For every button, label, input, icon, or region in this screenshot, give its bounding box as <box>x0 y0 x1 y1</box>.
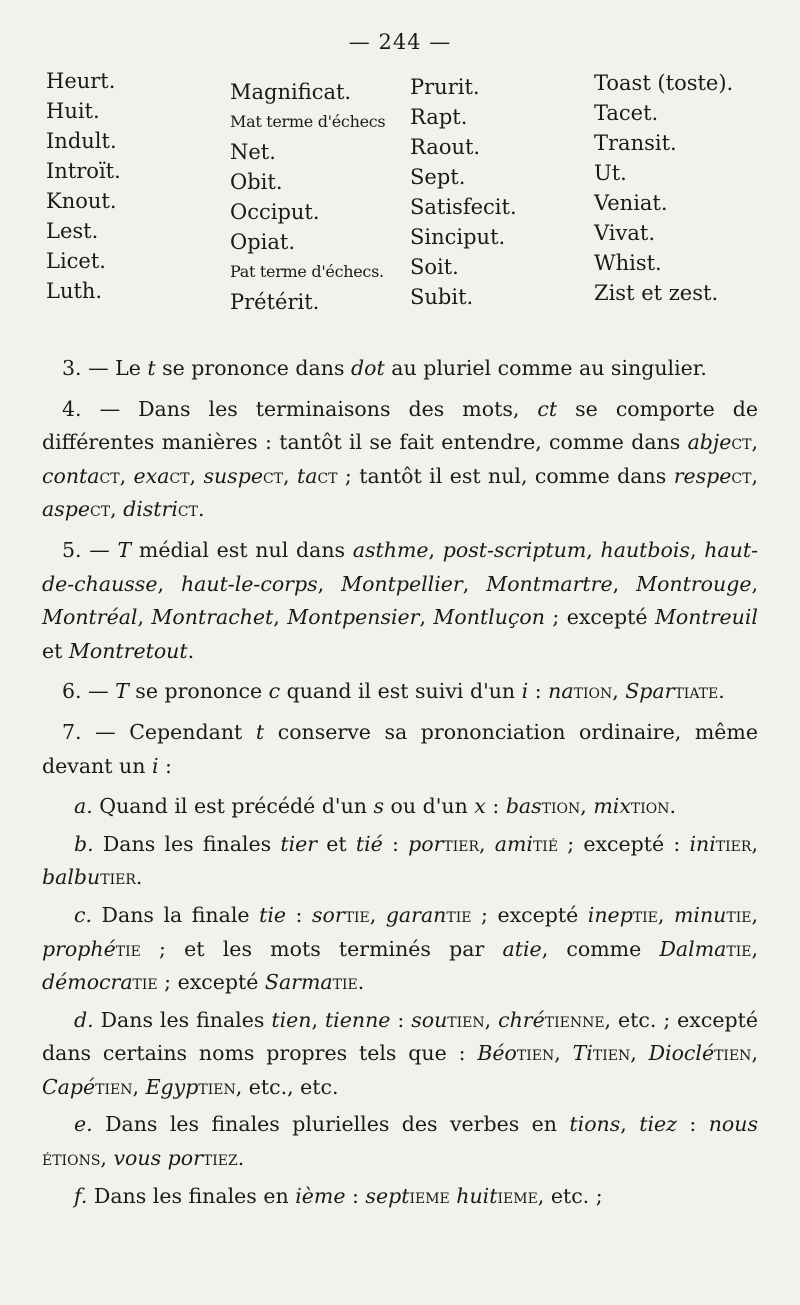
example-ending: tion <box>573 679 613 704</box>
text: , etc. ; excepté dans certains noms propres tels que : <box>42 1007 758 1066</box>
example-word: na <box>548 679 574 704</box>
example-word: Sarma <box>264 970 333 995</box>
letter: t <box>147 356 156 380</box>
example-word: Ti <box>572 1041 593 1066</box>
example-word: Montrouge <box>636 571 752 596</box>
text: Dans les finales en <box>87 1183 296 1208</box>
word-entry: Prétérit. <box>230 290 320 314</box>
rule-7f <box>42 1180 758 1214</box>
text: conserve sa prononciation ordinaire, même devant un <box>42 719 758 778</box>
text: 5. — <box>62 537 118 562</box>
text: , <box>630 1041 649 1066</box>
example-ending: tie <box>726 902 752 927</box>
text: quand il est suivi d'un <box>280 679 522 704</box>
example-ending: ct <box>317 463 338 488</box>
sub-label: d. <box>74 1007 94 1032</box>
text: , <box>119 463 134 488</box>
example-word: Montretout <box>68 638 188 663</box>
rule-7c <box>42 899 758 1000</box>
text: , <box>311 1007 325 1032</box>
example-word: Montpensier <box>287 605 420 630</box>
example-word: hautbois <box>600 537 690 562</box>
text: : <box>286 902 312 927</box>
word-entry: Satisfecit. <box>410 195 517 219</box>
letter: i <box>151 753 159 778</box>
word-entry: Sept. <box>410 165 466 189</box>
word-entry: Soit. <box>410 255 459 279</box>
example-ending: tie <box>132 970 158 995</box>
example-word: minu <box>673 902 727 927</box>
example-word: Capé <box>42 1074 96 1099</box>
word-entry: Tacet. <box>594 101 659 125</box>
letter: s <box>373 794 385 819</box>
example-word: Dalma <box>659 936 727 961</box>
rule-7b <box>42 828 758 895</box>
letter: i <box>521 679 529 704</box>
example-word: Egyp <box>145 1074 199 1099</box>
text: Dans la finale <box>92 902 260 927</box>
example-ending: ct <box>262 463 284 488</box>
example-word: garan <box>385 902 447 927</box>
text: , comme <box>541 936 660 961</box>
text: : <box>485 794 506 819</box>
example-word: Montreuil <box>654 605 758 630</box>
text: Quand il est précédé d'un <box>92 794 374 819</box>
example-ending: ct <box>90 497 111 522</box>
text: Dans les finales <box>93 831 281 856</box>
text: au pluriel comme au singulier. <box>384 356 707 380</box>
example-word: conta <box>42 463 100 488</box>
example-ending: tienne <box>544 1007 605 1032</box>
letter: ct <box>537 396 558 421</box>
rule-6 <box>42 675 758 709</box>
example-ending: tie <box>726 936 752 961</box>
word-entry: Pat terme d'échecs. <box>230 262 384 281</box>
word-entry: Toast (toste). <box>594 71 734 95</box>
text: : <box>345 1183 366 1208</box>
example-word: Béo <box>477 1041 517 1066</box>
text: , <box>137 605 152 630</box>
text: se prononce <box>128 679 269 704</box>
example-ending: ieme <box>409 1183 450 1208</box>
text: : <box>676 1112 709 1137</box>
text: , <box>132 1074 146 1099</box>
sub-label: f. <box>74 1183 88 1208</box>
word-entry: Introït. <box>46 159 121 183</box>
example-ending: tie <box>446 902 472 927</box>
text: ou d'un <box>384 794 475 819</box>
text: , <box>419 605 434 630</box>
sub-label: b. <box>74 831 94 856</box>
text: . <box>669 794 677 819</box>
text: ; excepté <box>544 605 655 630</box>
example-ending: tien <box>95 1074 133 1099</box>
text: , <box>157 571 181 596</box>
text: ; et les mots terminés par <box>140 936 503 961</box>
word-entry: Ut. <box>594 161 627 185</box>
word-entry: Occiput. <box>230 200 320 224</box>
example-word: exa <box>133 463 170 488</box>
example-word: Montmartre <box>486 571 613 596</box>
example-ending: tié <box>532 831 559 856</box>
example-word: tienne <box>324 1007 391 1032</box>
text: et <box>42 638 69 663</box>
text: , <box>580 794 594 819</box>
letter: t <box>255 719 265 744</box>
text: , <box>479 831 495 856</box>
example-word: prophé <box>42 936 116 961</box>
example-word: aspe <box>42 497 90 522</box>
example-word: huit <box>456 1183 498 1208</box>
word-entry: Heurt. <box>46 69 116 93</box>
word-entry: Net. <box>230 140 276 164</box>
text: . <box>135 865 143 890</box>
word-entry: Raout. <box>410 135 481 159</box>
rule-4 <box>42 393 758 527</box>
page-number: — 244 — <box>348 30 452 54</box>
text: , <box>620 1112 640 1137</box>
example-word: tie <box>259 902 287 927</box>
example-word: Montluçon <box>433 605 545 630</box>
sub-label: e. <box>74 1112 93 1137</box>
text: , <box>751 430 758 455</box>
text: , <box>586 537 601 562</box>
rule-7a <box>42 790 758 824</box>
example-word: respe <box>673 463 732 488</box>
word-entry: Transit. <box>594 131 677 155</box>
text: . <box>197 497 205 522</box>
example-word: inep <box>587 902 633 927</box>
text: , <box>751 463 758 488</box>
example-word: chré <box>498 1007 545 1032</box>
example-word: Spar <box>625 679 675 704</box>
example-ending: ct <box>169 463 190 488</box>
example-word: atie <box>502 936 542 961</box>
text: et <box>317 831 356 856</box>
example-ending: tie <box>344 902 370 927</box>
example-ending: tien <box>592 1041 631 1066</box>
sub-label: c. <box>74 902 92 927</box>
text: , <box>751 936 758 961</box>
text: ; excepté <box>471 902 588 927</box>
word-column-4 <box>594 68 766 317</box>
word-entry: Licet. <box>46 249 106 273</box>
example-ending: tiate <box>674 679 719 704</box>
example-word: sou <box>411 1007 448 1032</box>
rule-7e <box>42 1108 758 1175</box>
word-entry: Prurit. <box>410 75 480 99</box>
example-word: ami <box>494 831 533 856</box>
word-entry: Whist. <box>594 251 662 275</box>
example-word: distri <box>123 497 178 522</box>
text: , etc., etc. <box>235 1074 339 1099</box>
word-column-3 <box>410 72 594 317</box>
example-ending: tier <box>443 831 480 856</box>
example-word: démocra <box>42 970 133 995</box>
word-entry: Opiat. <box>230 230 296 254</box>
rule-5 <box>42 534 758 668</box>
word-entry: Indult. <box>46 129 117 153</box>
example-ending: étions <box>42 1146 101 1171</box>
text: , <box>462 571 487 596</box>
example-ending: tien <box>714 1041 752 1066</box>
example-ending: tien <box>447 1007 485 1032</box>
text: , <box>273 605 288 630</box>
text: 7. — Cependant <box>62 719 256 744</box>
text: , <box>369 902 386 927</box>
example-word: bas <box>505 794 542 819</box>
text: , <box>751 831 758 856</box>
word-entry: Magnificat. <box>230 80 352 104</box>
word-entry: Veniat. <box>594 191 668 215</box>
text: , <box>189 463 204 488</box>
example-word: nous <box>708 1112 758 1137</box>
text: , <box>657 902 674 927</box>
text: , <box>317 571 342 596</box>
example-ending: tien <box>198 1074 236 1099</box>
word-entry: Zist et zest. <box>594 281 719 305</box>
text: Dans les finales plurielles des verbes en <box>92 1112 570 1137</box>
text: : <box>528 679 549 704</box>
example-word: Montpellier <box>341 571 463 596</box>
rules-body <box>42 352 758 1217</box>
text: 4. — Dans les terminaisons des mots, <box>62 396 538 421</box>
word-entry: Knout. <box>46 189 117 213</box>
text: se comporte de différentes manières : tantôt il se fait entendre, comme dans <box>42 396 759 455</box>
text: . <box>237 1146 245 1171</box>
example-word: asthme <box>352 537 429 562</box>
text: , <box>554 1041 573 1066</box>
text: : <box>158 753 172 778</box>
word-entry: Vivat. <box>594 221 656 245</box>
letter: x <box>474 794 486 819</box>
word-entry: Rapt. <box>410 105 468 129</box>
word-entry: Subit. <box>410 285 474 309</box>
text: . <box>718 679 725 704</box>
example-ending: tien <box>516 1041 555 1066</box>
text: , <box>110 497 124 522</box>
rule-7 <box>42 716 758 783</box>
example-ending: ct <box>177 497 198 522</box>
text: ; tantôt il est nul, comme dans <box>337 463 674 488</box>
word-column-1 <box>46 66 230 317</box>
sub-label: a. <box>74 794 93 819</box>
text: , <box>428 537 443 562</box>
example-ending: tier <box>100 865 136 890</box>
example-ending: tie <box>332 970 358 995</box>
example-word: dot <box>351 356 385 380</box>
example-word: Dioclé <box>648 1041 715 1066</box>
example-ending: ct <box>731 430 752 455</box>
text: ; excepté <box>157 970 265 995</box>
word-entry: Luth. <box>46 279 103 303</box>
example-word: Montrachet <box>151 605 274 630</box>
word-entry: Obit. <box>230 170 283 194</box>
letter: c <box>268 679 281 704</box>
text: . <box>357 970 365 995</box>
example-ending: tier <box>715 831 752 856</box>
rule-7d <box>42 1004 758 1105</box>
text: médial est nul dans <box>131 537 353 562</box>
example-word: abje <box>687 430 732 455</box>
example-word: Montréal <box>42 605 138 630</box>
text: , <box>100 1146 114 1171</box>
text: , <box>612 679 626 704</box>
example-ending: tie <box>115 936 141 961</box>
example-word: suspe <box>203 463 263 488</box>
text: Dans les finales <box>93 1007 272 1032</box>
example-ending: ieme <box>497 1183 538 1208</box>
example-word: tions <box>569 1112 621 1137</box>
text: , <box>484 1007 499 1032</box>
example-ending: tiez <box>202 1146 238 1171</box>
example-word: tié <box>355 831 383 856</box>
example-ending: tion <box>630 794 670 819</box>
example-word: por <box>408 831 444 856</box>
text: , <box>689 537 705 562</box>
example-ending: tie <box>632 902 658 927</box>
text: : <box>382 831 409 856</box>
example-word: vous por <box>113 1146 203 1171</box>
example-word: tier <box>280 831 318 856</box>
word-entry: Lest. <box>46 219 99 243</box>
letter: T <box>115 679 129 704</box>
text: , <box>612 571 637 596</box>
word-entry: Mat terme d'échecs <box>230 112 386 131</box>
example-word: haut-le-corps <box>180 571 318 596</box>
text: , <box>751 1041 758 1066</box>
word-column-2 <box>230 77 410 317</box>
example-word: ini <box>689 831 716 856</box>
example-word: sor <box>311 902 345 927</box>
example-word: tien <box>271 1007 312 1032</box>
example-word: tiez <box>639 1112 677 1137</box>
text: , <box>283 463 297 488</box>
text: se prononce dans <box>155 356 352 380</box>
example-word: balbu <box>42 865 101 890</box>
example-ending: ct <box>731 463 752 488</box>
text: , etc. ; <box>537 1183 603 1208</box>
example-word: mix <box>593 794 631 819</box>
word-list-table <box>46 66 766 317</box>
example-word: haut-de-chausse <box>42 537 759 596</box>
example-word: ta <box>296 463 318 488</box>
text: 6. — <box>62 679 116 704</box>
example-word: sept <box>365 1183 410 1208</box>
letter: T <box>117 537 132 562</box>
example-word: post-scriptum <box>442 537 587 562</box>
example-ending: ct <box>99 463 120 488</box>
word-entry: Sinciput. <box>410 225 506 249</box>
example-ending: tion <box>541 794 581 819</box>
text: 3. — Le <box>62 356 148 380</box>
word-entry: Huit. <box>46 99 100 123</box>
text: , <box>751 571 758 596</box>
text: ; excepté : <box>558 831 690 856</box>
text: . <box>187 638 195 663</box>
text: , <box>751 902 758 927</box>
text: : <box>390 1007 412 1032</box>
rule-3 <box>42 352 758 386</box>
example-word: ième <box>295 1183 346 1208</box>
